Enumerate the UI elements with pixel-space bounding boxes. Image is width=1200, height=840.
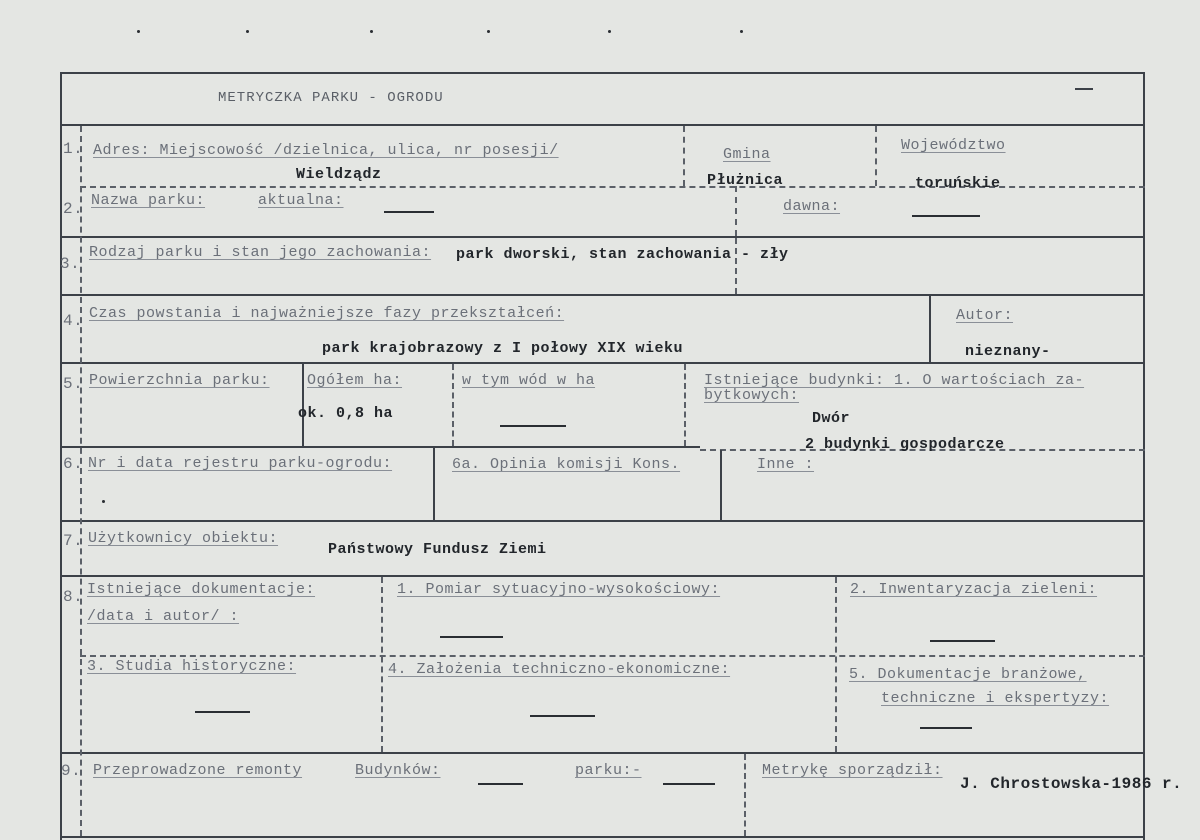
water-area-label: w tym wód w ha [462,372,596,389]
register-label: Nr i data rejestru parku-ogrodu: [88,455,393,472]
row-divider-dashed [80,655,1145,657]
row-divider [60,124,1145,126]
park-repair-blank [663,783,715,785]
punch-dot [370,30,373,33]
cell-divider [452,364,454,446]
cell-divider [929,294,931,362]
row-divider [60,752,1145,754]
repairs-label: Przeprowadzone remonty [93,762,303,779]
technical-blank [530,715,595,717]
park-repair-label: parku:- [575,762,642,779]
punch-dot [246,30,249,33]
branch-label: 5. Dokumentacje branżowe, [849,666,1087,683]
compiled-by-value: J. Chrostowska-1986 r. [960,775,1183,793]
punch-dot [137,30,140,33]
buildings-repair-label: Budynków: [355,762,441,779]
row-divider [60,520,1145,522]
row-divider [60,836,1145,838]
row-number: 6. [63,455,84,473]
row-divider [60,236,1145,238]
row-number: 8. [63,588,84,606]
gmina-label: Gmina [723,146,771,163]
former-name-label: dawna: [783,198,841,215]
park-type-value: park dworski, stan zachowania - zły [456,246,789,263]
punch-dot [608,30,611,33]
author-value: nieznany- [965,343,1051,360]
origin-label: Czas powstania i najważniejsze fazy przekształceń: [89,305,565,322]
row-number: 2. [63,200,84,218]
card-title: METRYCZKA PARKU - OGRODU [218,90,444,106]
cell-divider [875,126,877,186]
park-type-label: Rodzaj parku i stan jego zachowania: [89,244,432,261]
water-area-blank [500,425,566,427]
row-number: 1. [63,140,84,158]
users-value: Państwowy Fundusz Ziemi [328,541,547,558]
history-blank [195,711,250,713]
row-number: 3. [60,255,81,273]
corner-mark [1075,88,1093,90]
current-name-label: aktualna: [258,192,344,209]
address-value: Wieldządz [296,166,382,183]
building-farm: 2 budynki gospodarcze [805,436,1005,453]
gmina-value: Płużnica [707,172,784,189]
author-label: Autor: [956,307,1014,324]
row-number: 4. [63,312,84,330]
history-label: 3. Studia historyczne: [87,658,297,675]
cell-divider [381,577,383,752]
row-divider [60,575,1145,577]
survey-label: 1. Pomiar sytuacyjno-wysokościowy: [397,581,721,598]
punch-dot [487,30,490,33]
branch-label-cont: techniczne i ekspertyzy: [881,690,1110,707]
cell-divider [302,362,304,446]
survey-blank [440,636,503,638]
building-manor: Dwór [812,410,851,427]
cell-divider [433,446,435,520]
branch-blank [920,727,972,729]
current-name-blank [384,211,434,213]
frame-left [60,72,62,840]
row-divider [60,362,1145,364]
origin-value: park krajobrazowy z I połowy XIX wieku [322,340,684,357]
row-divider [60,446,700,448]
row-number: 9. [61,762,82,780]
cell-divider [744,754,746,836]
punch-dot [740,30,743,33]
cell-divider [684,364,686,446]
row-number: 7. [63,532,84,550]
voivodeship-label: Województwo [901,137,1006,154]
number-column-line [80,126,82,836]
frame-top [60,72,1145,74]
inventory-blank [930,640,995,642]
buildings-repair-blank [478,783,523,785]
total-area-label: Ogółem ha: [307,372,403,389]
cell-divider [735,186,737,236]
other-label: Inne : [757,456,815,473]
cell-divider [835,577,837,752]
buildings-label: Istniejące budynki: 1. O wartościach za- [704,372,1085,389]
docs-label: Istniejące dokumentacje: [87,581,316,598]
row-divider [60,294,1145,296]
compiled-by-label: Metrykę sporządził: [762,762,943,779]
docs-label-cont: /data i autor/ : [87,608,240,625]
voivodeship-value: toruńskie [915,175,1001,192]
cell-divider [720,450,722,520]
buildings-label-cont: bytkowych: [704,387,800,404]
opinion-label: 6a. Opinia komisji Kons. [452,456,681,473]
row-number: 5. [63,375,84,393]
users-label: Użytkownicy obiektu: [88,530,279,547]
cell-divider [683,126,685,186]
former-name-blank [912,215,980,217]
area-label: Powierzchnia parku: [89,372,270,389]
park-name-label: Nazwa parku: [91,192,206,209]
inventory-label: 2. Inwentaryzacja zieleni: [850,581,1098,598]
address-label: Adres: Miejscowość /dzielnica, ulica, nr posesji/ [93,142,559,159]
mark-dot [102,500,105,503]
total-area-value: ok. 0,8 ha [298,405,394,422]
technical-label: 4. Założenia techniczno-ekonomiczne: [388,661,731,678]
